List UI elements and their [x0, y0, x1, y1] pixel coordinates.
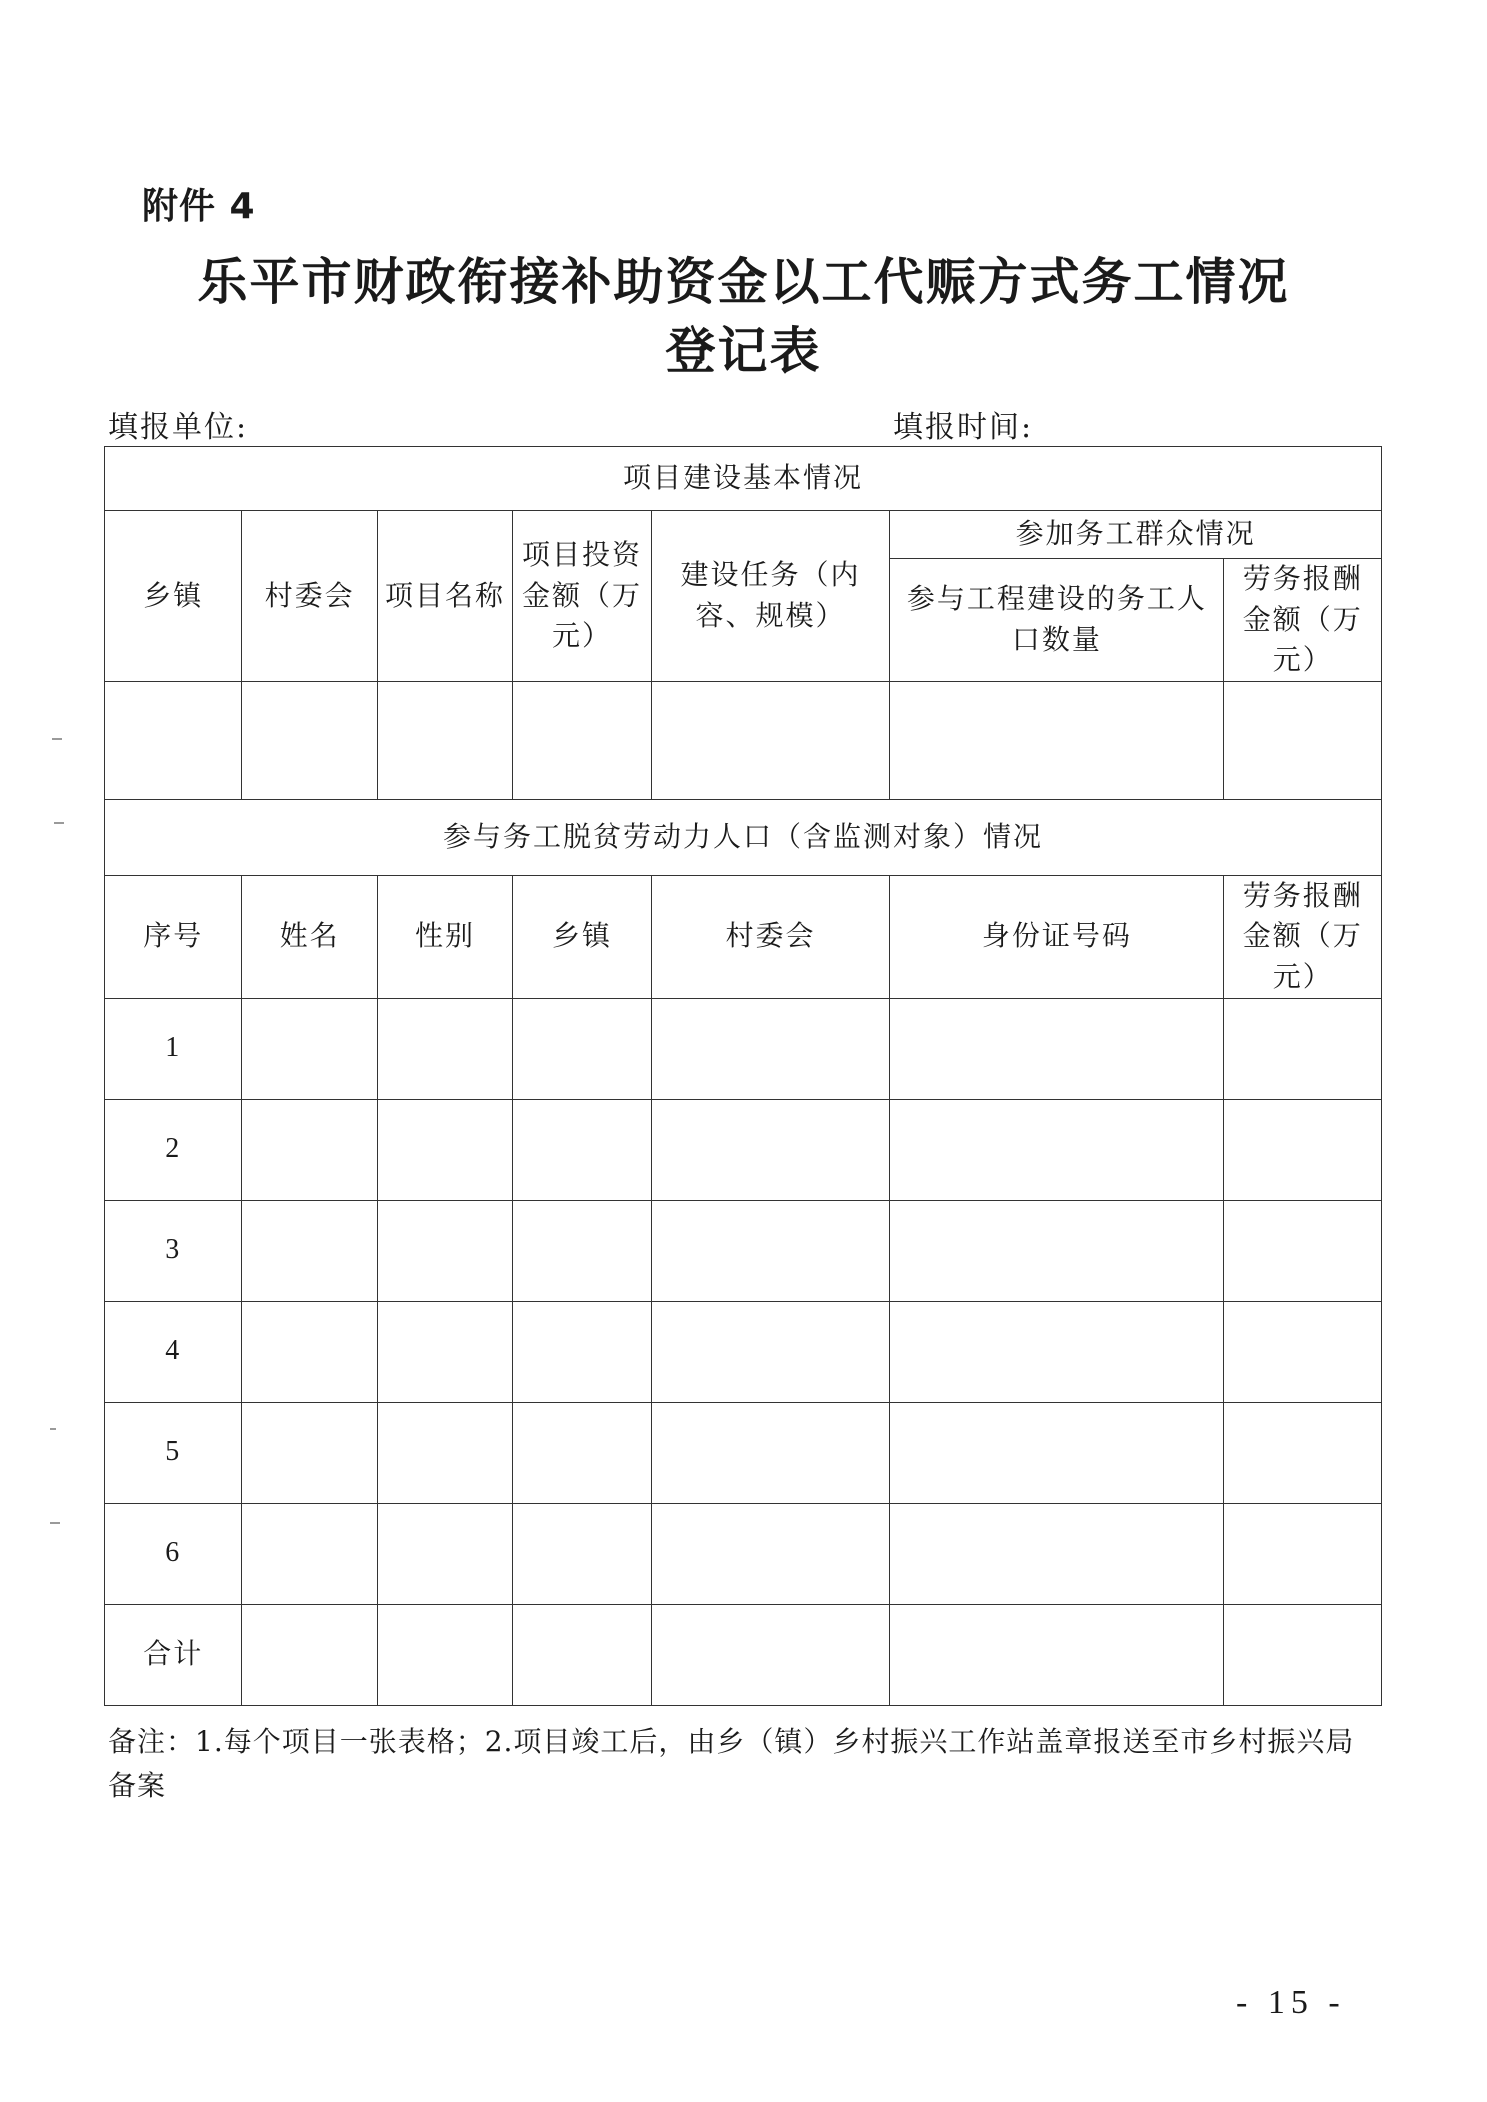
scan-speck [54, 822, 64, 824]
header-tasks: 建设任务（内容、规模） [651, 511, 890, 682]
cell-investment-input[interactable] [513, 681, 651, 799]
cell-village[interactable] [651, 1200, 890, 1301]
cell-township-input[interactable] [105, 681, 242, 799]
cell-project-name-input[interactable] [377, 681, 512, 799]
header-investment: 项目投资金额（万元） [513, 511, 651, 682]
header-village: 村委会 [242, 511, 377, 682]
scan-speck [50, 1522, 60, 1524]
header-township2: 乡镇 [513, 875, 651, 998]
table-row [105, 1099, 1382, 1200]
row-number: 3 [105, 1200, 242, 1301]
scan-speck [50, 1428, 56, 1430]
cell-total-name[interactable] [242, 1604, 377, 1705]
header-gender: 性别 [377, 875, 512, 998]
section1-title: 项目建设基本情况 [105, 447, 1382, 511]
fill-time-label: 填报时间: [893, 410, 1034, 445]
cell-id-number[interactable] [890, 1301, 1224, 1402]
table-row [105, 1503, 1382, 1604]
table-row [105, 1301, 1382, 1402]
registration-table [104, 446, 1382, 1706]
cell-worker-count-input[interactable] [890, 681, 1224, 799]
cell-total-village[interactable] [651, 1604, 890, 1705]
cell-pay[interactable] [1224, 1503, 1382, 1604]
cell-total-township[interactable] [513, 1604, 651, 1705]
cell-pay[interactable] [1224, 1200, 1382, 1301]
footnote: 备注：1.每个项目一张表格；2.项目竣工后，由乡（镇）乡村振兴工作站盖章报送至市乡村振兴局备案 [108, 1725, 1355, 1802]
cell-total-pay[interactable] [1224, 1604, 1382, 1705]
cell-id-number[interactable] [890, 1402, 1224, 1503]
header-id-number: 身份证号码 [890, 875, 1224, 998]
cell-total-id[interactable] [890, 1604, 1224, 1705]
total-label: 合计 [105, 1604, 242, 1705]
cell-village[interactable] [651, 998, 890, 1099]
cell-township[interactable] [513, 1503, 651, 1604]
cell-township[interactable] [513, 1200, 651, 1301]
row-number: 2 [105, 1099, 242, 1200]
document-title-line2: 登记表 [665, 322, 822, 380]
cell-id-number[interactable] [890, 1200, 1224, 1301]
cell-gender[interactable] [377, 1099, 512, 1200]
cell-pay[interactable] [1224, 1099, 1382, 1200]
fill-unit-label: 填报单位: [108, 410, 249, 445]
cell-gender[interactable] [377, 998, 512, 1099]
scan-speck [52, 738, 62, 740]
cell-township[interactable] [513, 1301, 651, 1402]
row-number: 4 [105, 1301, 242, 1402]
cell-name[interactable] [242, 1099, 377, 1200]
header-project-name: 项目名称 [377, 511, 512, 682]
page-number: - 15 - [1236, 1984, 1346, 2021]
cell-tasks-input[interactable] [651, 681, 890, 799]
project-entry-row [105, 681, 1382, 799]
cell-gender[interactable] [377, 1402, 512, 1503]
cell-village[interactable] [651, 1503, 890, 1604]
cell-id-number[interactable] [890, 1099, 1224, 1200]
cell-gender[interactable] [377, 1301, 512, 1402]
header-township: 乡镇 [105, 511, 242, 682]
header-serial: 序号 [105, 875, 242, 998]
row-number: 1 [105, 998, 242, 1099]
header-name: 姓名 [242, 875, 377, 998]
row-number: 6 [105, 1503, 242, 1604]
cell-name[interactable] [242, 1503, 377, 1604]
document-title: 乐平市财政衔接补助资金以工代赈方式务工情况 [197, 253, 1290, 311]
cell-township[interactable] [513, 1099, 651, 1200]
row-number: 5 [105, 1402, 242, 1503]
cell-township[interactable] [513, 1402, 651, 1503]
table-row [105, 1200, 1382, 1301]
cell-township[interactable] [513, 998, 651, 1099]
cell-name[interactable] [242, 1301, 377, 1402]
total-row [105, 1604, 1382, 1705]
cell-name[interactable] [242, 998, 377, 1099]
cell-gender[interactable] [377, 1200, 512, 1301]
cell-gender[interactable] [377, 1503, 512, 1604]
cell-id-number[interactable] [890, 998, 1224, 1099]
cell-name[interactable] [242, 1200, 377, 1301]
cell-village[interactable] [651, 1301, 890, 1402]
header-pay: 劳务报酬金额（万元） [1224, 559, 1382, 682]
header-pay2: 劳务报酬金额（万元） [1224, 875, 1382, 998]
attachment-label: 附件 4 [142, 186, 256, 227]
cell-village[interactable] [651, 1099, 890, 1200]
cell-pay-input[interactable] [1224, 681, 1382, 799]
cell-pay[interactable] [1224, 1301, 1382, 1402]
cell-village-input[interactable] [242, 681, 377, 799]
table-row [105, 998, 1382, 1099]
header-village2: 村委会 [651, 875, 890, 998]
section2-title: 参与务工脱贫劳动力人口（含监测对象）情况 [105, 799, 1382, 875]
cell-pay[interactable] [1224, 998, 1382, 1099]
header-worker-count: 参与工程建设的务工人口数量 [890, 559, 1224, 682]
cell-village[interactable] [651, 1402, 890, 1503]
table-row [105, 1402, 1382, 1503]
cell-total-gender[interactable] [377, 1604, 512, 1705]
cell-pay[interactable] [1224, 1402, 1382, 1503]
header-participation-group: 参加务工群众情况 [890, 511, 1382, 559]
cell-name[interactable] [242, 1402, 377, 1503]
cell-id-number[interactable] [890, 1503, 1224, 1604]
